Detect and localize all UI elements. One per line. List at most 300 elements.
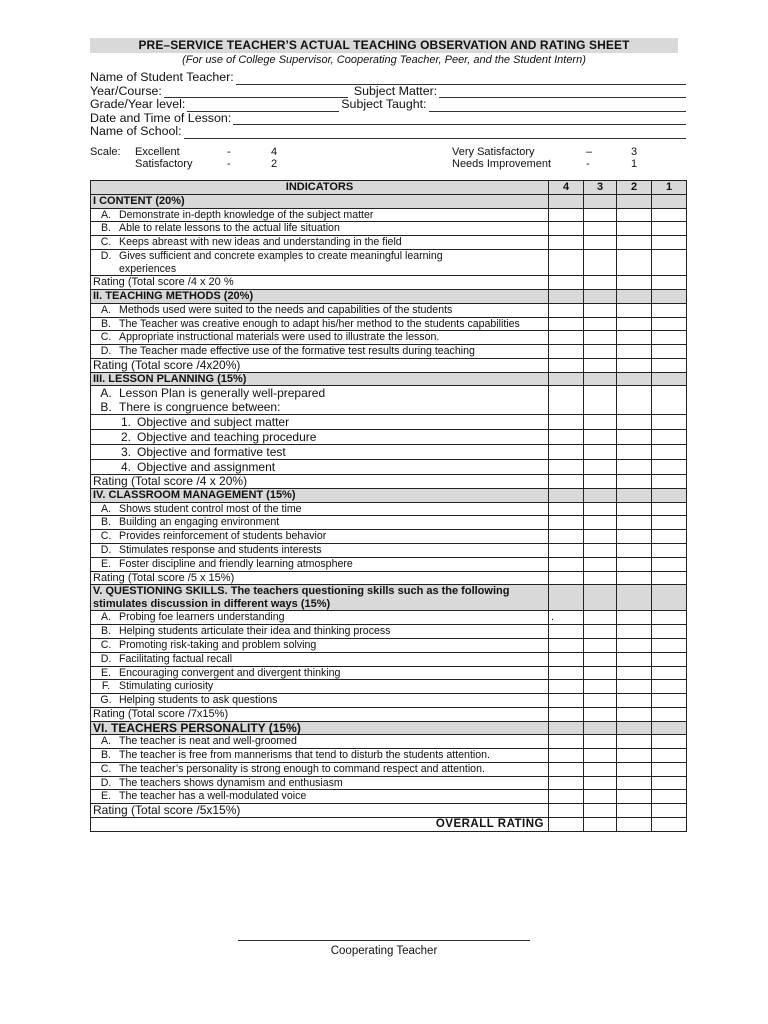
score-cell[interactable] xyxy=(584,475,617,489)
score-cell[interactable] xyxy=(584,331,617,345)
item-text: Stimulating curiosity xyxy=(119,680,214,693)
date-time-line[interactable] xyxy=(233,113,686,125)
school-label: Name of School: xyxy=(90,124,182,139)
item-key: 4. xyxy=(120,460,131,475)
rating-row xyxy=(91,804,687,818)
score-cell[interactable] xyxy=(617,358,652,372)
score-cell[interactable] xyxy=(549,502,584,516)
scale-very-satisfactory-dash: – xyxy=(586,145,593,158)
item-key: C. xyxy=(100,638,112,651)
score-cell[interactable] xyxy=(584,415,617,430)
field-row-grade-level xyxy=(90,98,686,112)
year-course-label: Year/Course: xyxy=(90,83,162,98)
score-cell[interactable] xyxy=(584,502,617,516)
score-cell[interactable] xyxy=(617,236,652,250)
item-text: There is congruence between: xyxy=(119,400,281,415)
scale-satisfactory: Satisfactory xyxy=(135,158,193,171)
table-row xyxy=(91,557,687,571)
score-cell[interactable] xyxy=(549,222,584,236)
scale-very-satisfactory-value: 3 xyxy=(631,145,638,158)
score-cell[interactable] xyxy=(549,666,584,680)
item-key: D. xyxy=(100,345,112,358)
score-cell[interactable] xyxy=(584,249,617,276)
score-cell[interactable] xyxy=(652,735,687,749)
score-cell[interactable] xyxy=(617,638,652,652)
item-key: 2. xyxy=(120,430,131,445)
score-cell[interactable] xyxy=(652,776,687,790)
table-row xyxy=(91,249,687,276)
grade-level-label: Grade/Year level: xyxy=(90,97,186,112)
scale-satisfactory-dash: - xyxy=(227,158,231,171)
item-text: Helping students to ask questions xyxy=(119,694,278,707)
score-cell[interactable] xyxy=(617,222,652,236)
rating-sheet xyxy=(90,38,686,830)
item-key: A. xyxy=(100,208,111,221)
score-cell[interactable] xyxy=(652,415,687,430)
table-row xyxy=(91,303,687,317)
score-cell[interactable] xyxy=(584,236,617,250)
item-key: E. xyxy=(100,557,111,570)
table-row xyxy=(91,762,687,776)
table-row xyxy=(91,236,687,250)
score-cell[interactable] xyxy=(584,776,617,790)
score-cell[interactable] xyxy=(617,502,652,516)
table-row xyxy=(91,625,687,639)
score-cell[interactable] xyxy=(617,666,652,680)
table-row xyxy=(91,652,687,666)
score-cell[interactable] xyxy=(617,571,652,585)
table-row xyxy=(91,415,687,430)
score-cell[interactable] xyxy=(584,571,617,585)
score-cell[interactable] xyxy=(549,707,584,721)
table-header-row xyxy=(91,181,687,195)
rating-row xyxy=(91,475,687,489)
item-text: Promoting risk-taking and problem solving xyxy=(119,638,317,651)
score-cell[interactable] xyxy=(652,475,687,489)
item-key: C. xyxy=(100,331,112,344)
subject-taught-label: Subject Taught: xyxy=(341,97,427,112)
item-text: Objective and formative test xyxy=(137,445,286,460)
score-cell[interactable] xyxy=(652,749,687,763)
item-key: F. xyxy=(101,680,111,693)
score-cell[interactable] xyxy=(617,208,652,222)
score-cell[interactable] xyxy=(617,460,652,475)
item-text: Lesson Plan is generally well-prepared xyxy=(119,386,326,401)
score-cell[interactable] xyxy=(617,415,652,430)
item-text: Able to relate lessons to the actual life situation xyxy=(119,222,340,235)
score-cell[interactable] xyxy=(617,249,652,276)
score-cell[interactable] xyxy=(617,445,652,460)
table-row xyxy=(91,611,687,625)
score-cell[interactable] xyxy=(584,317,617,331)
item-text: Helping students articulate their idea and thinking process xyxy=(119,625,391,638)
score-cell[interactable] xyxy=(617,790,652,804)
item-text: Facilitating factual recall xyxy=(119,652,233,665)
section-title: VI. TEACHERS PERSONALITY (15%) xyxy=(91,721,549,735)
score-cell[interactable] xyxy=(549,445,584,460)
table-row xyxy=(91,208,687,222)
overall-rating-label: OVERALL RATING xyxy=(91,818,549,832)
item-key: E. xyxy=(100,666,111,679)
rating-label: Rating (Total score /5x15%) xyxy=(91,804,549,818)
score-cell[interactable] xyxy=(549,208,584,222)
item-text: The teachers shows dynamism and enthusiasm xyxy=(119,776,343,789)
item-text: Building an engaging environment xyxy=(119,516,280,529)
score-cell[interactable] xyxy=(584,735,617,749)
score-cell[interactable] xyxy=(584,222,617,236)
rating-label: Rating (Total score /4 x 20%) xyxy=(91,475,549,489)
item-text: The teacher has a well-modulated voice xyxy=(119,790,307,803)
score-cell[interactable] xyxy=(584,543,617,557)
score-cell[interactable] xyxy=(584,652,617,666)
score-cell[interactable] xyxy=(617,543,652,557)
score-cell[interactable] xyxy=(549,475,584,489)
item-key: B. xyxy=(100,317,111,330)
scale-satisfactory-value: 2 xyxy=(271,158,278,171)
header-3: 3 xyxy=(584,181,617,195)
grade-level-line[interactable] xyxy=(187,100,339,112)
score-cell[interactable] xyxy=(652,694,687,708)
scale-label: Scale: xyxy=(90,145,121,158)
score-cell[interactable] xyxy=(549,680,584,694)
overall-rating-row xyxy=(91,818,687,832)
score-cell[interactable] xyxy=(652,530,687,544)
score-cell[interactable] xyxy=(549,386,584,415)
score-cell[interactable] xyxy=(584,666,617,680)
score-cell[interactable] xyxy=(549,236,584,250)
score-cell[interactable] xyxy=(617,804,652,818)
score-cell[interactable] xyxy=(584,611,617,625)
score-cell[interactable] xyxy=(584,208,617,222)
rating-label: Rating (Total score /5 x 15%) xyxy=(91,571,549,585)
score-cell[interactable] xyxy=(652,625,687,639)
item-key: G. xyxy=(100,694,112,707)
section-title: I CONTENT (20%) xyxy=(91,195,549,209)
item-key: B. xyxy=(100,625,111,638)
subject-matter-line[interactable] xyxy=(439,86,686,98)
score-cell[interactable] xyxy=(652,208,687,222)
score-cell[interactable]: . xyxy=(549,611,584,625)
page-title: PRE–SERVICE TEACHER’S ACTUAL TEACHING OBSERVATION AND RATING SHEET xyxy=(90,38,678,53)
score-cell[interactable] xyxy=(617,475,652,489)
score-cell[interactable] xyxy=(549,694,584,708)
score-cell[interactable] xyxy=(652,666,687,680)
table-row xyxy=(91,222,687,236)
item-key: B. xyxy=(100,400,112,415)
table-row xyxy=(91,735,687,749)
item-text: Gives sufficient and concrete examples to create meaningful learning experiences xyxy=(119,249,443,275)
score-cell[interactable] xyxy=(549,317,584,331)
item-text: The Teacher made effective use of the formative test results during teaching xyxy=(119,345,475,358)
score-cell[interactable] xyxy=(549,804,584,818)
rating-scale xyxy=(90,146,686,172)
score-cell[interactable] xyxy=(584,303,617,317)
score-cell[interactable] xyxy=(549,790,584,804)
score-cell[interactable] xyxy=(617,762,652,776)
item-text: Appropriate instructional materials were used to illustrate the lesson. xyxy=(119,331,440,344)
item-text: Stimulates response and students interests xyxy=(119,543,322,556)
score-cell[interactable] xyxy=(549,735,584,749)
score-cell[interactable] xyxy=(617,776,652,790)
score-cell[interactable] xyxy=(652,460,687,475)
score-cell[interactable] xyxy=(584,276,617,290)
score-cell[interactable] xyxy=(652,222,687,236)
signature-label: Cooperating Teacher xyxy=(330,945,438,957)
table-row xyxy=(91,790,687,804)
table-row xyxy=(91,502,687,516)
score-cell[interactable] xyxy=(652,445,687,460)
item-key: A. xyxy=(100,735,111,748)
score-cell[interactable] xyxy=(617,317,652,331)
table-row xyxy=(91,331,687,345)
score-cell[interactable] xyxy=(549,249,584,276)
score-cell[interactable] xyxy=(584,762,617,776)
score-cell[interactable] xyxy=(652,652,687,666)
score-cell[interactable] xyxy=(549,818,584,832)
score-cell[interactable] xyxy=(617,625,652,639)
item-key: A. xyxy=(100,303,111,316)
scale-excellent-dash: - xyxy=(227,145,231,158)
score-cell[interactable] xyxy=(652,516,687,530)
item-text: Methods used were suited to the needs and capabilities of the students xyxy=(119,303,453,316)
score-cell[interactable] xyxy=(617,345,652,359)
score-cell[interactable] xyxy=(652,611,687,625)
score-cell[interactable] xyxy=(549,762,584,776)
page-subtitle: (For use of College Supervisor, Cooperating Teacher, Peer, and the Student Intern) xyxy=(182,54,586,66)
score-cell[interactable] xyxy=(584,516,617,530)
score-cell[interactable] xyxy=(584,445,617,460)
score-cell[interactable] xyxy=(549,625,584,639)
item-key: E. xyxy=(100,790,111,803)
score-cell[interactable] xyxy=(584,386,617,415)
item-key: A. xyxy=(100,386,112,401)
score-cell[interactable] xyxy=(652,790,687,804)
table-row xyxy=(91,445,687,460)
item-key: D. xyxy=(100,652,112,665)
rating-row xyxy=(91,358,687,372)
scale-excellent-value: 4 xyxy=(271,145,278,158)
section-content-row xyxy=(91,195,687,209)
score-cell[interactable] xyxy=(549,557,584,571)
scale-very-satisfactory: Very Satisfactory xyxy=(452,145,535,158)
student-teacher-label: Name of Student Teacher: xyxy=(90,70,234,84)
header-4: 4 xyxy=(549,181,584,195)
rating-row xyxy=(91,571,687,585)
rating-label: Rating (Total score /4 x 20 % xyxy=(91,276,549,290)
rating-table xyxy=(90,180,687,832)
table-row xyxy=(91,317,687,331)
score-cell[interactable] xyxy=(549,303,584,317)
score-cell[interactable] xyxy=(617,611,652,625)
score-cell[interactable] xyxy=(584,638,617,652)
table-row xyxy=(91,516,687,530)
score-cell[interactable] xyxy=(549,460,584,475)
score-cell[interactable] xyxy=(584,625,617,639)
score-cell[interactable] xyxy=(652,386,687,415)
score-cell[interactable] xyxy=(549,516,584,530)
section-title-bold: V. QUESTIONING SKILLS. xyxy=(93,585,228,598)
item-text: Provides reinforcement of students behavior xyxy=(119,530,327,543)
item-text: The teacher is free from mannerisms that tend to disturb the students attention. xyxy=(119,749,490,762)
table-row xyxy=(91,666,687,680)
score-cell[interactable] xyxy=(584,804,617,818)
header-2: 2 xyxy=(617,181,652,195)
section-methods-row xyxy=(91,290,687,304)
score-cell[interactable] xyxy=(617,331,652,345)
item-key: C. xyxy=(100,762,112,775)
table-row xyxy=(91,345,687,359)
item-text: The teacher’s personality is strong enough to command respect and attention. xyxy=(119,762,485,775)
score-cell[interactable] xyxy=(652,236,687,250)
score-cell[interactable] xyxy=(584,707,617,721)
score-cell[interactable] xyxy=(549,415,584,430)
item-key: B. xyxy=(100,222,111,235)
score-cell[interactable] xyxy=(617,680,652,694)
score-cell[interactable] xyxy=(549,543,584,557)
score-cell[interactable] xyxy=(617,276,652,290)
score-cell[interactable] xyxy=(584,345,617,359)
score-cell[interactable] xyxy=(584,460,617,475)
field-row-school xyxy=(90,125,686,139)
score-cell[interactable] xyxy=(617,749,652,763)
score-cell[interactable] xyxy=(584,749,617,763)
score-cell[interactable] xyxy=(584,358,617,372)
score-cell[interactable] xyxy=(617,694,652,708)
subject-taught-line[interactable] xyxy=(429,100,687,112)
table-row xyxy=(91,430,687,445)
section-questioning-row xyxy=(91,585,687,611)
student-teacher-line[interactable] xyxy=(236,73,686,85)
field-row-year-course xyxy=(90,85,686,99)
score-cell[interactable] xyxy=(549,358,584,372)
header-indicators: INDICATORS xyxy=(91,181,549,195)
year-course-line[interactable] xyxy=(164,86,348,98)
score-cell[interactable] xyxy=(617,303,652,317)
item-text: Shows student control most of the time xyxy=(119,502,302,515)
score-cell[interactable] xyxy=(617,707,652,721)
score-cell[interactable] xyxy=(652,303,687,317)
section-title: IV. CLASSROOM MANAGEMENT (15%) xyxy=(91,489,549,503)
table-row xyxy=(91,776,687,790)
score-cell[interactable] xyxy=(549,776,584,790)
item-text: The teacher is neat and well-groomed xyxy=(119,735,297,748)
section-classroom-row xyxy=(91,489,687,503)
date-time-label: Date and Time of Lesson: xyxy=(90,110,232,125)
score-cell[interactable] xyxy=(549,430,584,445)
score-cell[interactable] xyxy=(652,707,687,721)
score-cell[interactable] xyxy=(584,790,617,804)
score-cell[interactable] xyxy=(549,331,584,345)
item-key: A. xyxy=(100,502,111,515)
score-cell[interactable] xyxy=(584,430,617,445)
table-row xyxy=(91,694,687,708)
score-cell[interactable] xyxy=(549,530,584,544)
table-row xyxy=(91,543,687,557)
score-cell[interactable] xyxy=(652,317,687,331)
section-title: II. TEACHING METHODS (20%) xyxy=(91,290,549,304)
score-cell[interactable] xyxy=(617,652,652,666)
score-cell[interactable] xyxy=(584,694,617,708)
score-cell[interactable] xyxy=(617,530,652,544)
item-text: Probing foe learners understanding xyxy=(119,611,285,624)
score-cell[interactable] xyxy=(652,331,687,345)
score-cell[interactable] xyxy=(617,557,652,571)
score-cell[interactable] xyxy=(549,571,584,585)
score-cell[interactable] xyxy=(652,345,687,359)
scale-needs-improvement-dash: - xyxy=(586,158,590,171)
rating-label: Rating (Total score /4x20%) xyxy=(91,358,549,372)
score-cell[interactable] xyxy=(652,276,687,290)
score-cell[interactable] xyxy=(617,818,652,832)
score-cell[interactable] xyxy=(652,762,687,776)
score-cell[interactable] xyxy=(652,543,687,557)
score-cell[interactable] xyxy=(617,735,652,749)
score-cell[interactable] xyxy=(617,386,652,415)
item-text: Keeps abreast with new ideas and understanding in the field xyxy=(119,236,402,249)
score-cell[interactable] xyxy=(549,276,584,290)
score-cell[interactable] xyxy=(617,516,652,530)
scale-needs-improvement: Needs Improvement xyxy=(452,158,552,171)
table-row xyxy=(91,638,687,652)
item-key: B. xyxy=(100,516,111,529)
table-row xyxy=(91,680,687,694)
rating-label: Rating (Total score /7x15%) xyxy=(91,707,549,721)
score-cell[interactable] xyxy=(584,818,617,832)
item-key: B. xyxy=(100,749,111,762)
item-key: D. xyxy=(100,776,112,789)
item-text: Demonstrate in-depth knowledge of the subject matter xyxy=(119,208,374,221)
score-cell[interactable] xyxy=(652,638,687,652)
score-cell[interactable] xyxy=(652,249,687,276)
item-key: 1. xyxy=(120,415,131,430)
item-text: Objective and subject matter xyxy=(137,415,290,430)
score-cell[interactable] xyxy=(652,502,687,516)
header-1: 1 xyxy=(652,181,687,195)
score-cell[interactable] xyxy=(617,430,652,445)
rating-row xyxy=(91,276,687,290)
score-cell[interactable] xyxy=(652,804,687,818)
score-cell[interactable] xyxy=(652,430,687,445)
score-cell[interactable] xyxy=(652,680,687,694)
signature-block xyxy=(238,940,530,957)
score-cell[interactable] xyxy=(652,818,687,832)
score-cell[interactable] xyxy=(652,571,687,585)
item-key: D. xyxy=(100,249,112,262)
score-cell[interactable] xyxy=(549,638,584,652)
score-cell[interactable] xyxy=(584,680,617,694)
score-cell[interactable] xyxy=(584,530,617,544)
score-cell[interactable] xyxy=(549,345,584,359)
table-row xyxy=(91,530,687,544)
section-title: III. LESSON PLANNING (15%) xyxy=(91,372,549,386)
score-cell[interactable] xyxy=(549,749,584,763)
score-cell[interactable] xyxy=(652,557,687,571)
subject-matter-label: Subject Matter: xyxy=(353,83,438,98)
item-key: C. xyxy=(100,236,112,249)
scale-needs-improvement-value: 1 xyxy=(631,158,638,171)
score-cell[interactable] xyxy=(549,652,584,666)
item-key: 3. xyxy=(120,445,131,460)
table-row xyxy=(91,386,687,415)
item-text: The Teacher was creative enough to adapt his/her method to the students capabilities xyxy=(119,317,520,330)
score-cell[interactable] xyxy=(652,358,687,372)
school-line[interactable] xyxy=(184,127,686,139)
item-text: Objective and assignment xyxy=(137,460,276,475)
scale-excellent: Excellent xyxy=(135,145,180,158)
table-row xyxy=(91,749,687,763)
item-key: A. xyxy=(100,611,111,624)
score-cell[interactable] xyxy=(584,557,617,571)
